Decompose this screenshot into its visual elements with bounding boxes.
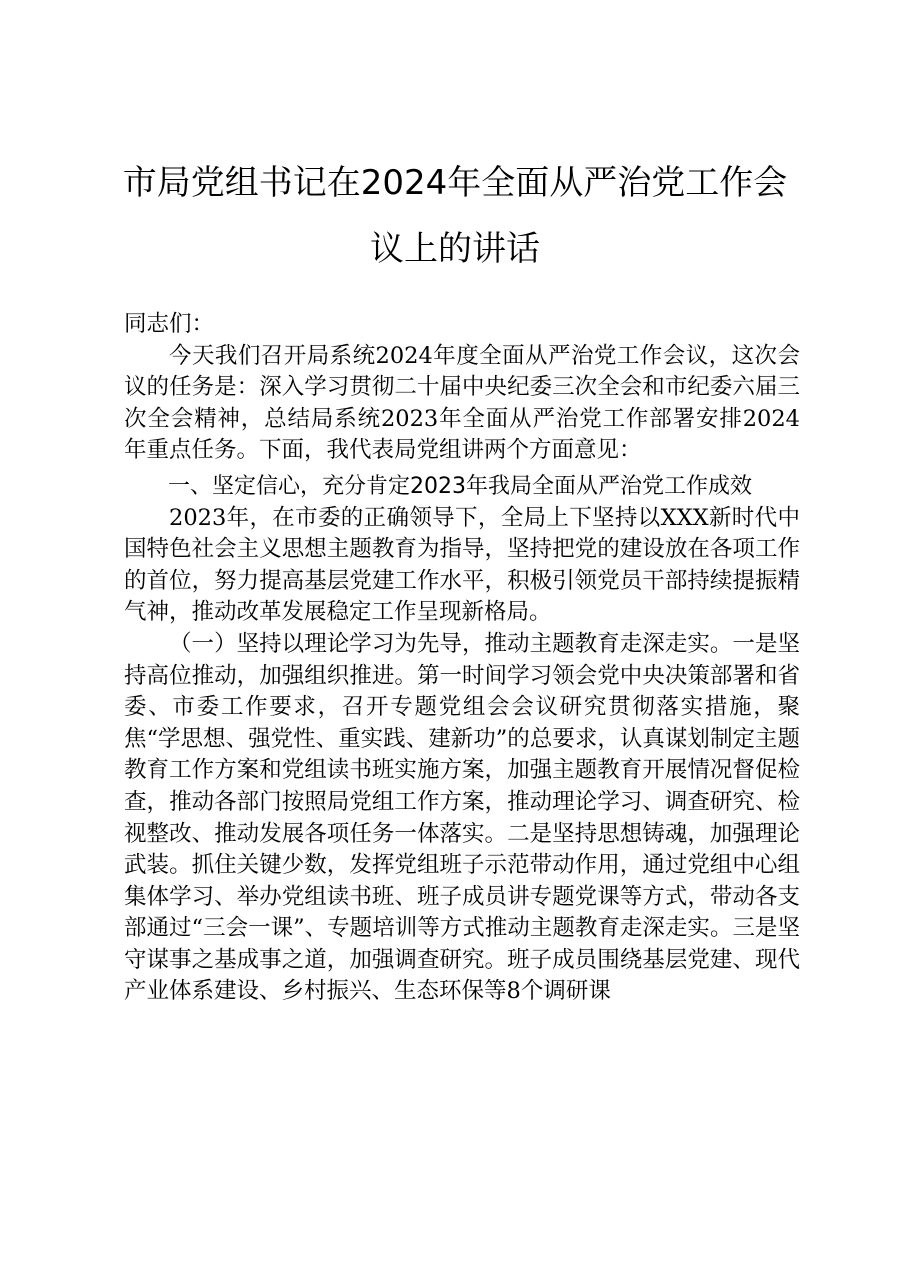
- document-title-line-2: 议上的讲话: [370, 229, 540, 269]
- intro-paragraph: 今天我们召开局系统2024年度全面从严治党工作会议，这次会议的任务是：深入学习贯彻二十届中央纪委三次全会和市纪委六届三次全会精神，总结局系统2023年全面从严治党工作部署安排2024年重点任务。下面，我代表局党组讲两个方面意见：: [124, 342, 800, 464]
- document-title-line-1: 市局党组书记在2024年全面从严治党工作会: [122, 163, 788, 203]
- subsection-1-paragraph: [124, 629, 800, 1008]
- section-heading-1: 一、坚定信心，充分肯定2023年我局全面从严治党工作成效: [168, 473, 752, 499]
- subsection-1-body: 一是坚持高位推动，加强组织推进。第一时间学习领会党中央决策部署和省委、市委工作要求，召开专题党组会会议研究贯彻落实措施，聚焦“学思想、强党性、重实践、建新功”的总要求，认真谋划制定主题教育工作方案和党组读书班实施方案，加强主题教育开展情况督促检查，推动各部门按照局党组工作方案，推动理论学习、调查研究、检视整改、推动发展各项任务一体落实。二是坚持思想铸魂，加强理论武装。抓住关键少数，发挥党组班子示范带动作用，通过党组中心组集体学习、举办党组读书班、班子成员讲专题党课等方式，带动各支部通过“三会一课”、专题培训等方式推动主题教育走深走实。三是坚守谋事之基成事之道，加强调查研究。班子成员围绕基层党建、现代产业体系建设、乡村振兴、生态环保等8个调研课: [124, 630, 800, 1005]
- salutation: 同志们：: [124, 311, 215, 337]
- subsection-heading-1: （一）坚持以理论学习为先导，推动主题教育走深走实。: [169, 630, 733, 657]
- document-body: [124, 309, 800, 1008]
- section-1-paragraph: 2023年，在市委的正确领导下，全局上下坚持以XXX新时代中国特色社会主义思想主题教育为指导，坚持把党的建设放在各项工作的首位，努力提高基层党建工作水平，积极引领党员干部持续提振精气神，推动改革发展稳定工作呈现新格局。: [124, 504, 800, 626]
